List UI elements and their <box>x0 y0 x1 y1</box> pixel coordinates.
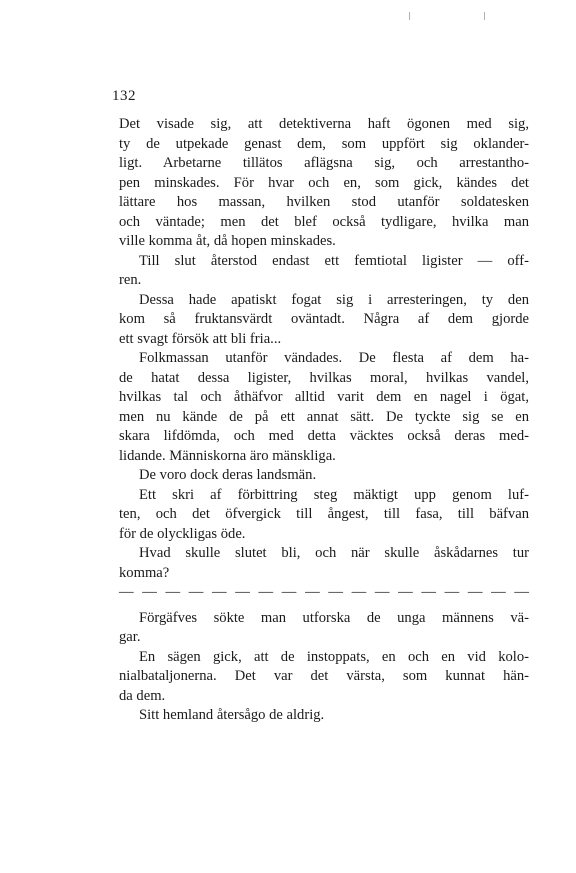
text-line: Hvad skulle slutet bli, och när skulle åskådarnes tur <box>139 545 529 561</box>
text-line: Sitt hemland återsågo de aldrig. <box>139 707 325 723</box>
text-line: skara lifdömda, och med detta väcktes också deras med- <box>119 428 529 444</box>
text-line: ren. <box>119 272 142 288</box>
text-line: och väntade; men det blef också tydligare, hvilka man <box>119 213 529 230</box>
text-line: kom så fruktansvärdt oväntadt. Några af dem gjorde <box>119 311 529 327</box>
scan-mark <box>409 12 410 20</box>
text-section-before <box>119 115 529 583</box>
text-line: En sägen gick, att de instoppats, en och en vid kolo- <box>139 648 529 665</box>
text-line: Dessa hade apatiskt fogat sig i arresteringen, ty den <box>139 291 529 308</box>
text-line: da dem. <box>119 687 166 704</box>
text-line: gar. <box>119 629 141 645</box>
text-line: ligt. Arbetarne tillätos aflägsna sig, och arrestantho- <box>119 155 529 171</box>
text-line: nialbataljonerna. Det var det värsta, som kunnat hän- <box>119 668 529 684</box>
text-line: ten, och det öfvergick till ångest, till fasa, till bäfvan <box>119 506 529 522</box>
text-line: de hatat dessa ligister, hvilkas moral, hvilkas vandel, <box>119 369 529 386</box>
text-line: lidande. Människorna äro mänskliga. <box>119 447 336 464</box>
body-text <box>119 115 529 726</box>
text-line: pen minskades. För hvar och en, som gick, kändes det <box>119 174 529 191</box>
text-line: Det visade sig, att detektiverna haft ögonen med sig, <box>119 116 529 132</box>
text-line: lättare hos massan, hvilken stod utanför soldatesken <box>119 194 529 210</box>
text-line: Förgäfves sökte man utforska de unga männens vä- <box>139 609 529 626</box>
text-section-after <box>119 609 529 726</box>
text-line: Ett skri af förbittring steg mäktigt upp genom luf- <box>139 486 529 503</box>
scan-mark <box>484 12 485 20</box>
text-line: komma? <box>119 564 170 581</box>
text-line: för de olyckligas öde. <box>119 525 246 542</box>
text-line: Folkmassan utanför vändades. De flesta af dem ha- <box>139 350 529 366</box>
text-line: ville komma åt, då hopen minskades. <box>119 233 336 249</box>
text-line: men nu kände de på ett annat sätt. De tyckte sig se en <box>119 408 529 425</box>
text-line: Till slut återstod endast ett femtiotal ligister — off- <box>139 252 529 269</box>
page-number: 132 <box>112 88 136 104</box>
text-line: hvilkas tal och åthäfvor alltid varit dem en nagel i ögat, <box>119 389 529 405</box>
text-line: ty de utpekade genast dem, som uppfört sig oklander- <box>119 135 529 152</box>
section-separator: — — — — — — — — — — — — — — — — — — <box>119 584 529 600</box>
text-line: De voro dock deras landsmän. <box>139 467 317 483</box>
text-line: ett svagt försök att bli fria... <box>119 330 282 347</box>
